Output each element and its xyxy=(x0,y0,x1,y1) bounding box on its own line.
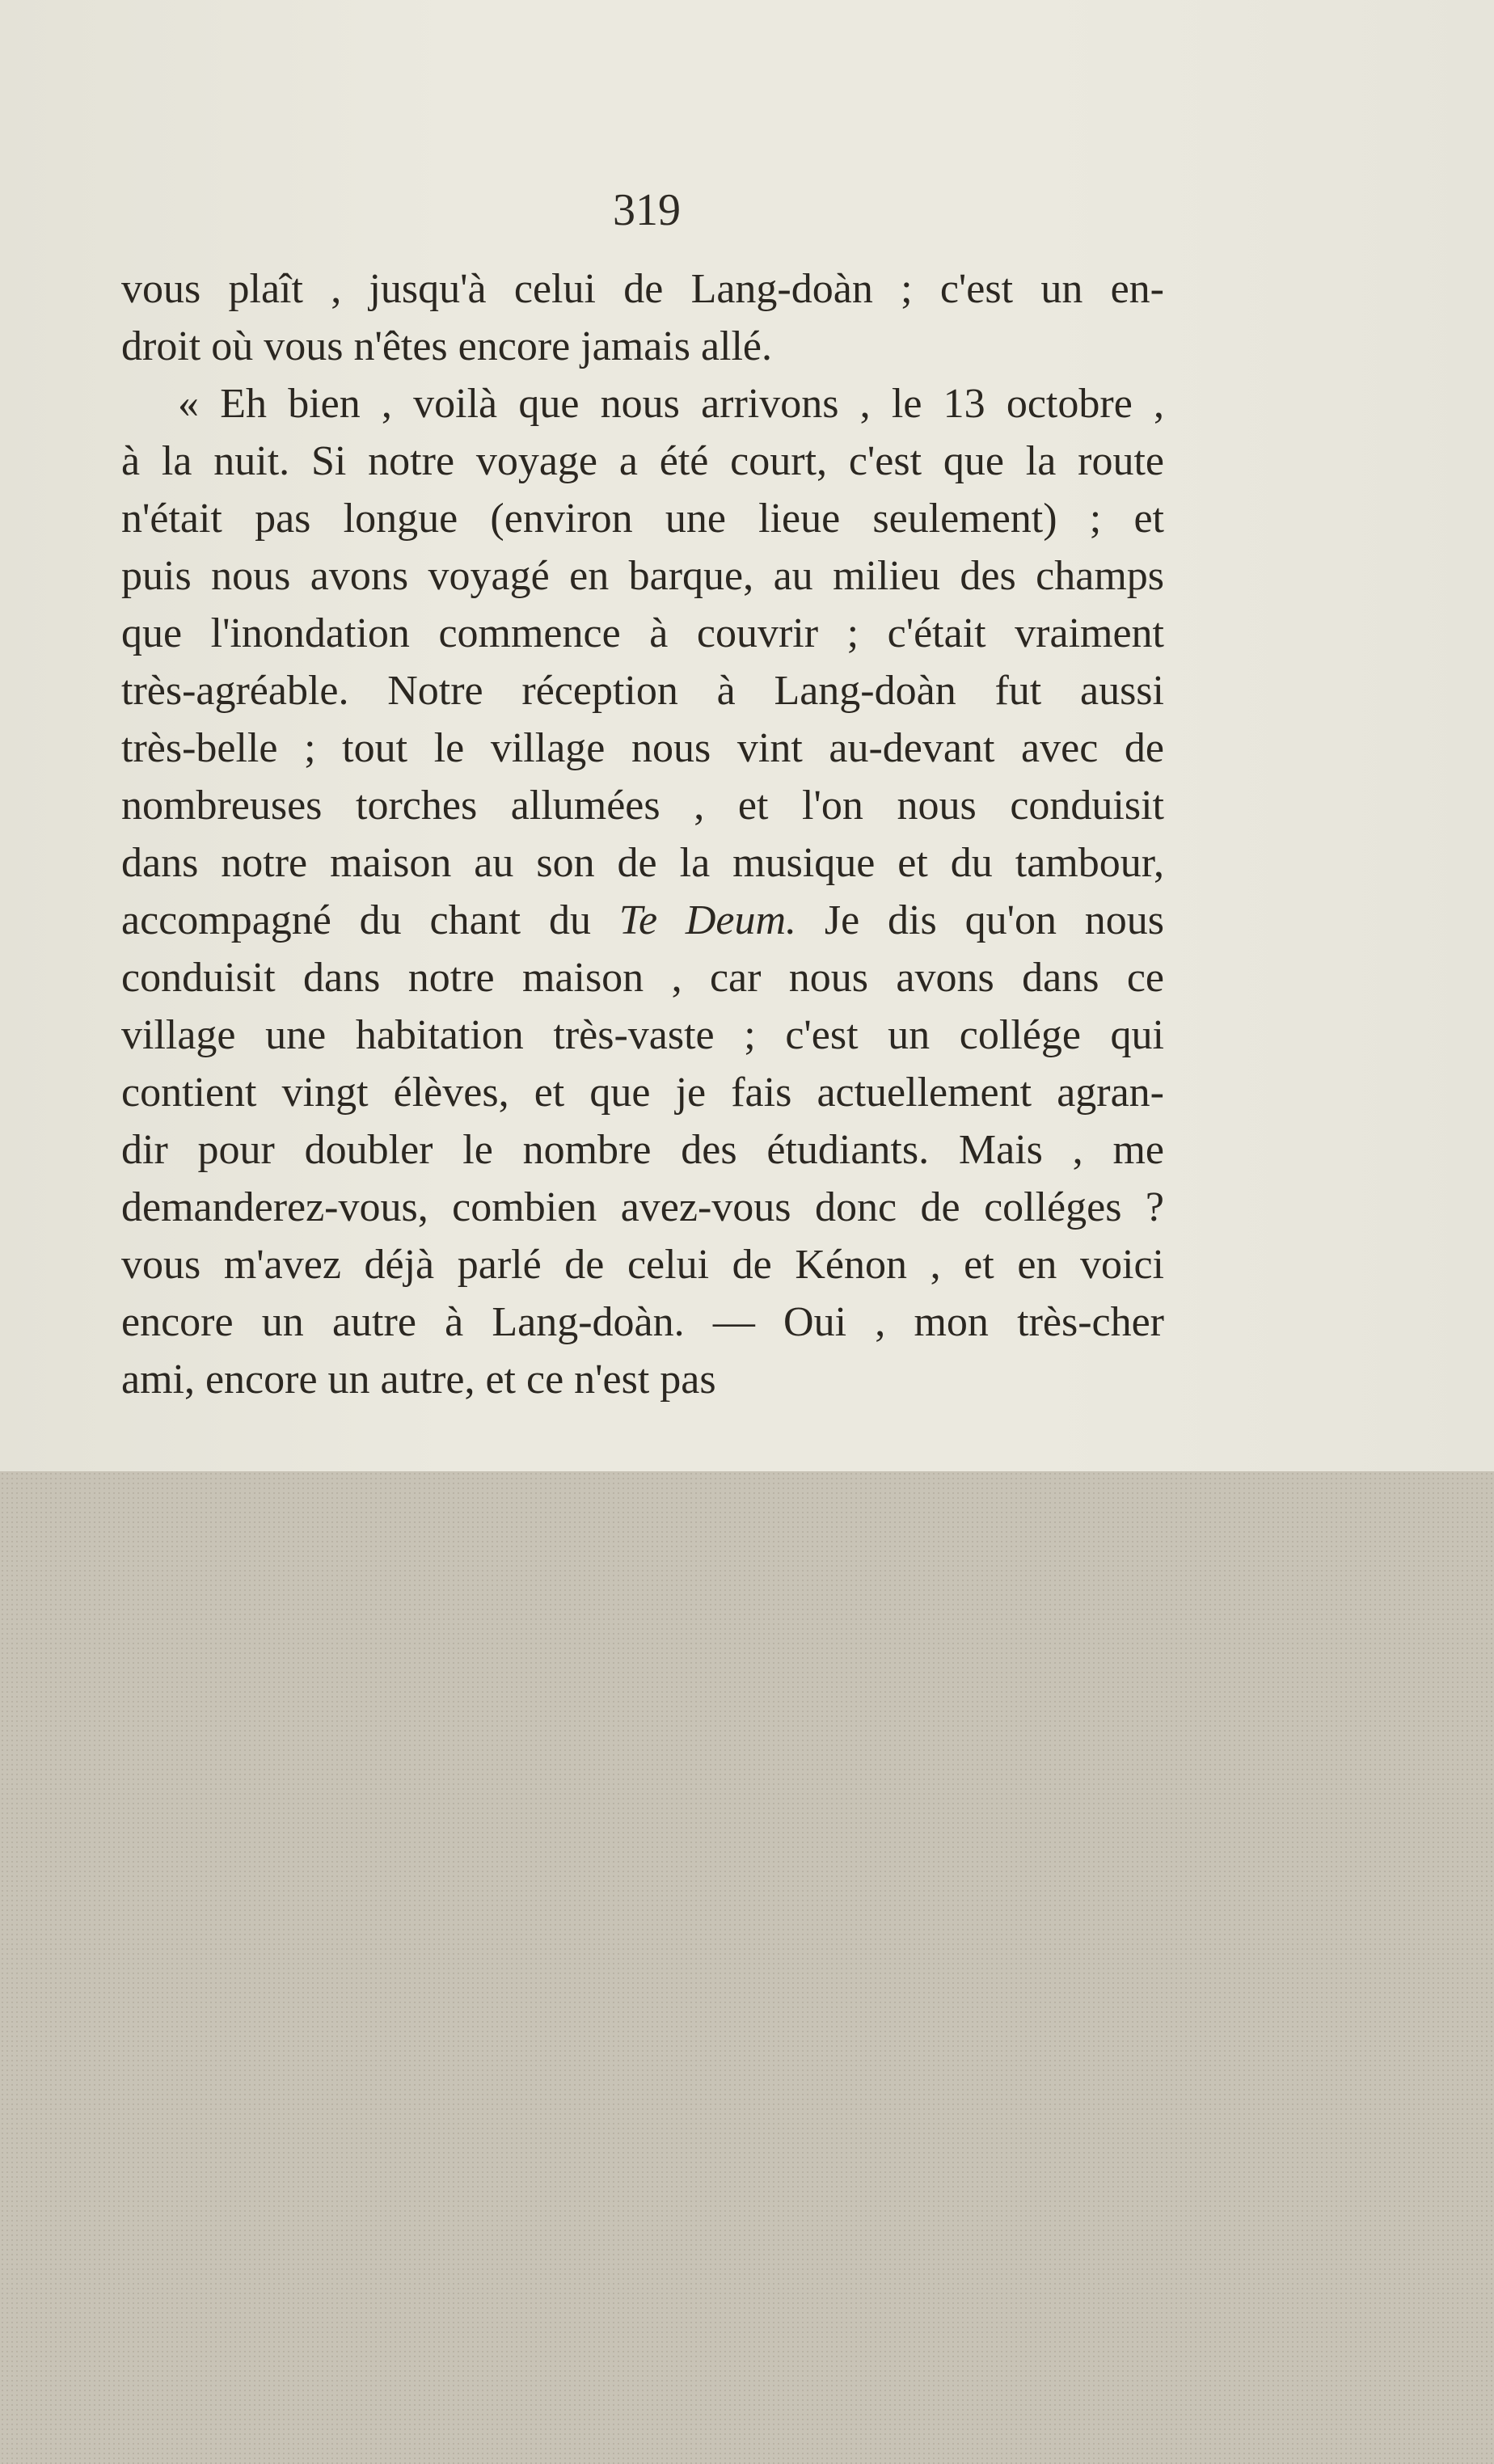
text-line xyxy=(121,892,1164,949)
text-segment: Je dis qu'on nous xyxy=(824,897,1164,943)
text-line: dans notre maison au son de la musique et du tambour, xyxy=(121,840,1164,886)
text-line: nombreuses torches allumées , et l'on nous conduisit xyxy=(121,783,1164,829)
text-line: n'était pas longue (environ une lieue seulement) ; et xyxy=(121,496,1164,542)
body-text xyxy=(121,260,1164,1408)
text-line: très-agréable. Notre réception à Lang-doàn fut aussi xyxy=(121,668,1164,714)
italic-phrase: Te Deum. xyxy=(618,897,797,943)
text-line: vous plaît , jusqu'à celui de Lang-doàn ; c'est un en- xyxy=(121,266,1164,312)
text-line: droit où vous n'êtes encore jamais allé. xyxy=(121,323,773,369)
text-line: encore un autre à Lang-doàn. — Oui , mon très-cher xyxy=(121,1299,1164,1345)
text-line: village une habitation très-vaste ; c'est un collége qui xyxy=(121,1012,1164,1058)
text-line: vous m'avez déjà parlé de celui de Kénon , et en voici xyxy=(121,1242,1164,1288)
text-line: à la nuit. Si notre voyage a été court, c'est que la route xyxy=(121,438,1164,484)
redaction-mask xyxy=(0,1471,1494,2464)
text-line: demanderez-vous, combien avez-vous donc de colléges ? xyxy=(121,1184,1164,1230)
text-line: puis nous avons voyagé en barque, au milieu des champs xyxy=(121,553,1164,599)
text-line-cut: ami, encore un autre, et ce n'est pas xyxy=(121,1356,716,1403)
text-segment: accompagné du chant du xyxy=(121,897,591,943)
text-line: contient vingt élèves, et que je fais actuellement agran- xyxy=(121,1070,1164,1116)
text-line: très-belle ; tout le village nous vint au-devant avec de xyxy=(121,725,1164,771)
text-line: dir pour doubler le nombre des étudiants. Mais , me xyxy=(121,1127,1164,1173)
text-line: « Eh bien , voilà que nous arrivons , le 13 octobre , xyxy=(178,381,1164,427)
text-line: conduisit dans notre maison , car nous avons dans ce xyxy=(121,955,1164,1001)
page-number: 319 xyxy=(613,185,681,235)
text-line: que l'inondation commence à couvrir ; c'était vraiment xyxy=(121,610,1164,656)
